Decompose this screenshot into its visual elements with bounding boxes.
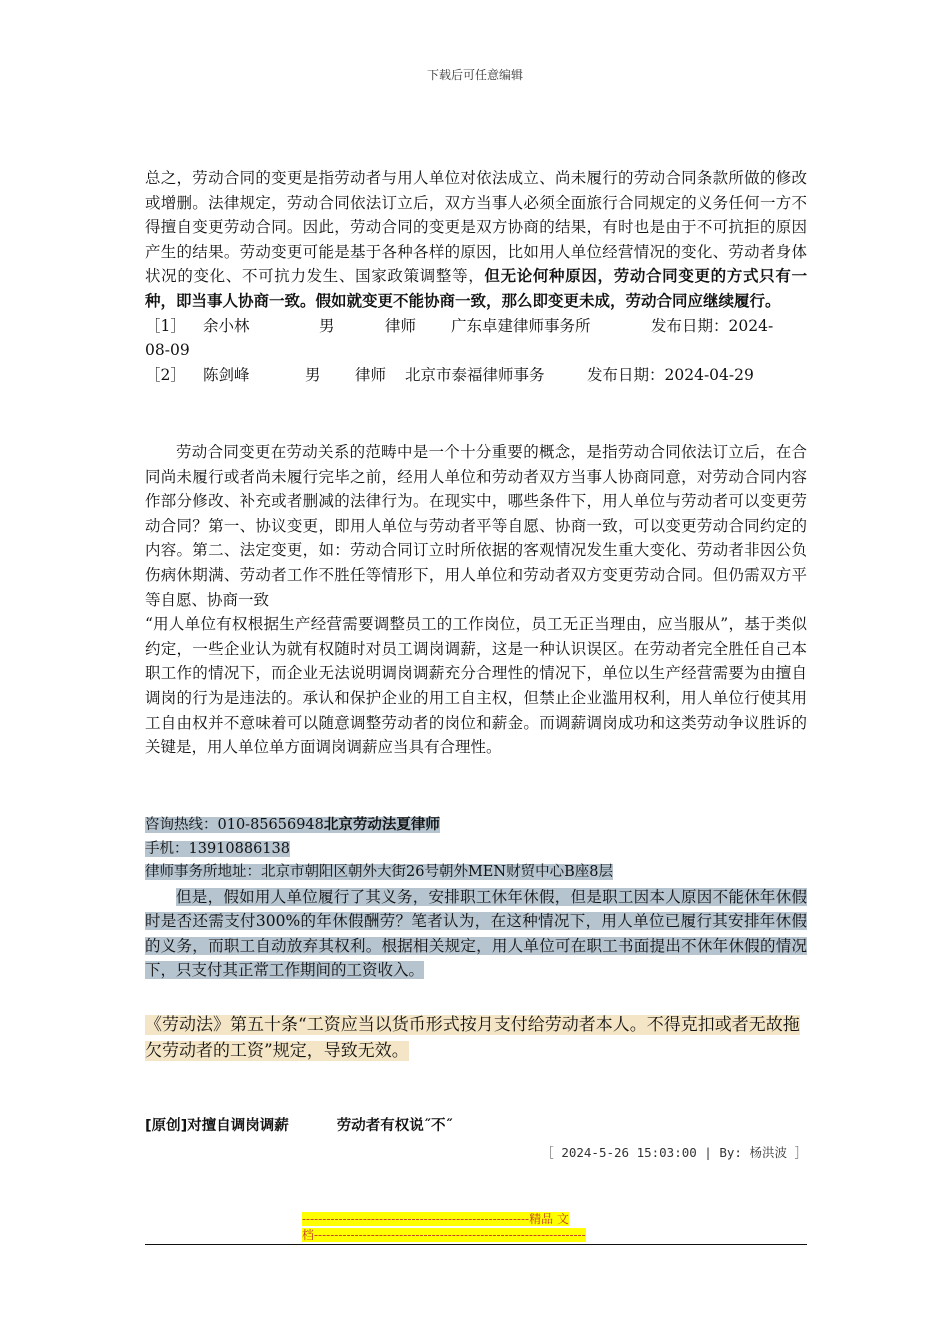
reference-name: 余小林 (203, 316, 250, 335)
reference-title: 律师 (385, 316, 417, 335)
law-quote-text: 《劳动法》第五十条“工资应当以货币形式按月支付给劳动者本人。不得克扣或者无故拖欠劳动者的工资”规定，导致无效。 (145, 1015, 800, 1061)
footer-note (302, 1211, 650, 1243)
annual-leave-text: 但是，假如用人单位履行了其义务，安排职工休年休假，但是职工因本人原因不能休年休假时是否还需支付300%的年休假酬劳？笔者认为，在这种情况下，用人单位已履行其安排年休假的义务，而职工自动放弃其权利。根据相关规定，用人单位可在职工书面提出不休年休假的情况下，只支付其正常工作期间的工资收入。 (145, 887, 807, 980)
reference-1 (145, 314, 807, 339)
footer-line-1-text: --------------------------------------------------------精品 文 (302, 1212, 569, 1226)
mobile-number: 手机：13910886138 (145, 840, 290, 857)
hotline-line (145, 814, 807, 838)
reference-2 (145, 363, 807, 388)
reference-index: ［2］ (145, 365, 186, 384)
contact-section (145, 814, 807, 983)
paragraph-annual-leave (145, 885, 807, 983)
article-title-left: [原创]对擅自调岗调薪 (145, 1118, 289, 1134)
hotline-number: 咨询热线：010-85656948 (145, 817, 324, 833)
reference-firm: 北京市泰福律师事务 (405, 365, 545, 384)
reference-date: 发布日期：2024-04-29 (587, 365, 754, 384)
footer-line-2 (302, 1227, 650, 1243)
summary-bold-text: 但无论何种原因，劳动合同变更的方式只有一种，即当事人协商一致。假如就变更不能协商一致，那么即变更未成，劳动合同应继续履行。 (145, 266, 807, 310)
hotline-lawyer: 北京劳动法夏律师 (323, 817, 440, 833)
paragraph-change-concept: 劳动合同变更在劳动关系的范畴中是一个十分重要的概念，是指劳动合同依法订立后，在合同尚未履行或者尚未履行完毕之前，经用人单位和劳动者双方当事人协商同意，对劳动合同内容作部分修改、补充或者删减的法律行为。在现实中，哪些条件下，用人单位与劳动者可以变更劳动合同？第一、协议变更，即用人单位与劳动者平等自愿、协商一致，可以变更劳动合同约定的内容。第二、法定变更，如：劳动合同订立时所依据的客观情况发生重大变化、劳动者非因公负伤病休期满、劳动者工作不胜任等情形下，用人单位和劳动者双方变更劳动合同。但仍需双方平等自愿、协商一致 (145, 443, 807, 609)
mobile-line (145, 838, 807, 862)
article-section (145, 1114, 807, 1161)
paragraph-adjustment: “用人单位有权根据生产经营需要调整员工的工作岗位，员工无正当理由，应当服从”，基于类似约定，一些企业认为就有权随时对员工调岗调薪，这是一种认识误区。在劳动者完全胜任自己本职工作的情况下，而企业无法说明调岗调薪充分合理性的情况下，单位以生产经营需要为由擅自调岗的行为是违法的。承认和保护企业的用工自主权，但禁止企业滥用权利，用人单位行使其用工自由权并不意味着可以随意调整劳动者的岗位和薪金。而调薪调岗成功和这类劳动争议胜诉的关键是，用人单位单方面调岗调薪应当具有合理性。 (145, 615, 807, 757)
reference-index: ［1］ (145, 316, 186, 335)
paragraph-summary (145, 166, 807, 314)
reference-title: 律师 (355, 365, 387, 384)
law-quote-section (145, 1012, 807, 1064)
main-content (145, 166, 807, 387)
address-line (145, 861, 807, 885)
body-section (145, 440, 807, 760)
summary-text: 总之，劳动合同的变更是指劳动者与用人单位对依法成立、尚未履行的劳动合同条款所做的修改或增删。法律规定，劳动合同依法订立后，双方当事人必须全面旅行合同规定的义务任何一方不得擅自变更劳动合同。因此，劳动合同的变更是双方协商的结果，有时也是由于不可抗拒的原因产生的结果。劳动变更可能是基于各种各样的原因，比如用人单位经营情况的变化、劳动者身体状况的变化、不可抗力发生、国家政策调整等， (145, 169, 807, 286)
reference-firm: 广东卓建律师事务所 (451, 316, 591, 335)
page-header: 下载后可任意编辑 (426, 68, 523, 82)
article-title-right: 劳动者有权说˝不˝ (336, 1118, 453, 1134)
reference-name: 陈剑峰 (203, 365, 250, 384)
footer-line-2-text: 档------------------------------------------------------------------- (302, 1228, 586, 1242)
reference-1-date-cont: 08-09 (145, 341, 190, 360)
article-title (145, 1114, 807, 1135)
article-meta: ［ 2024-5-26 15:03:00 | By: 杨洪波 ］ (541, 1145, 807, 1160)
reference-date: 发布日期：2024- (651, 316, 774, 335)
footer-divider (145, 1244, 807, 1245)
office-address: 律师事务所地址：北京市朝阳区朝外大街26号朝外MEN财贸中心B座8层 (145, 864, 613, 880)
footer-line-1 (302, 1211, 650, 1227)
reference-gender: 男 (305, 365, 321, 384)
reference-gender: 男 (319, 316, 335, 335)
law-quote (145, 1012, 807, 1064)
